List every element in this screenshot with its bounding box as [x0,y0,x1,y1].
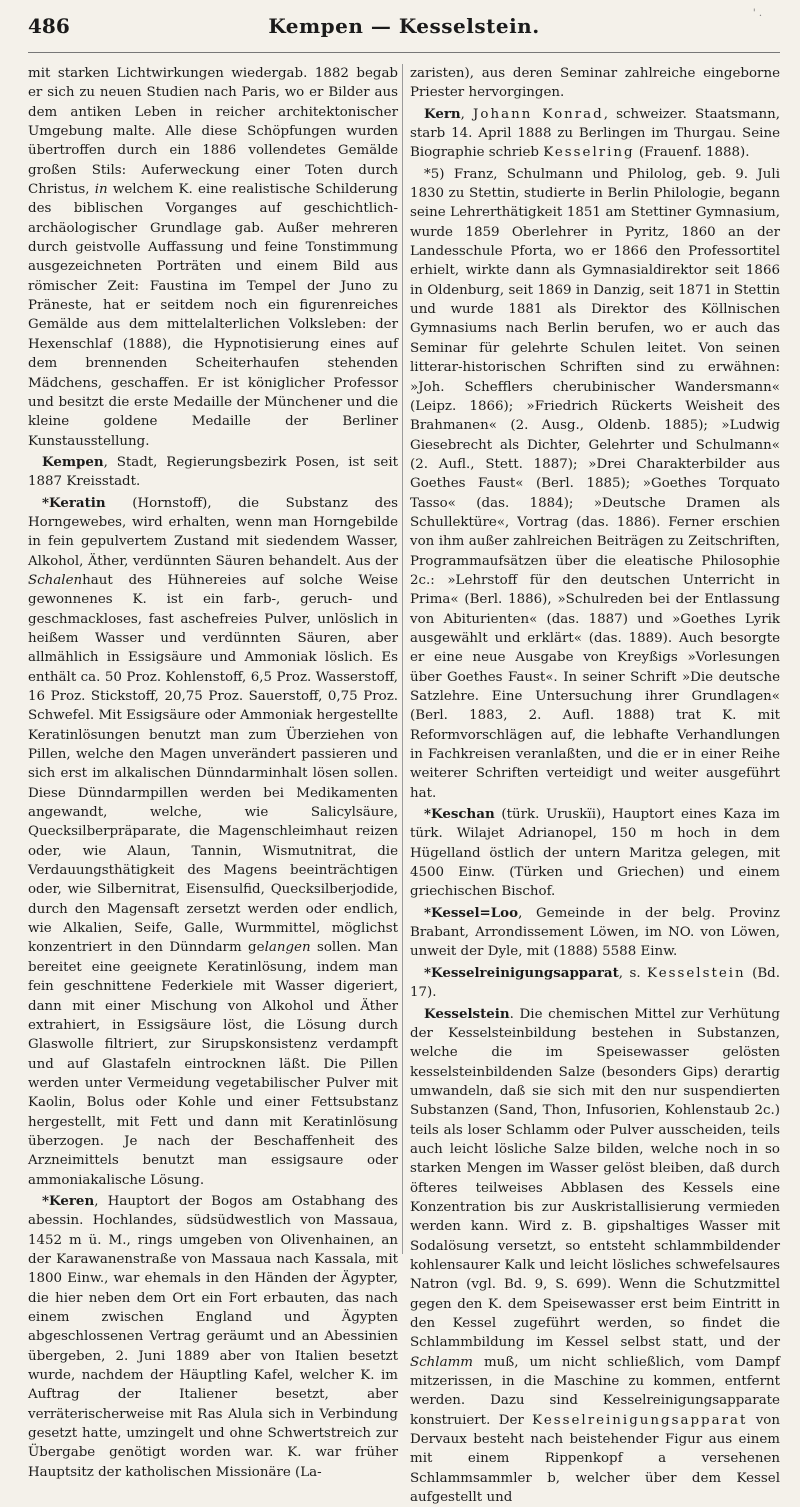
entry-kesselstein [410,1005,780,1507]
entry-text: in [95,182,108,197]
entry-keren [28,1192,398,1482]
entry-text: Kesselstein [647,966,746,981]
entry-text: (Bd. 17). [410,966,780,1000]
entry-text: , Gemeinde in der belg. Provinz Brabant, Arrondissement Löwen, im NO. von Löwen, unweit der Dyle, mit (1888) 5588 Einw. [410,906,780,960]
entry-text: Schalen [28,573,82,588]
entry-knoller_cont [28,64,398,451]
headword: Kern [424,106,461,122]
column-divider [402,64,403,1254]
headword: *Keren [42,1193,94,1209]
page-header [28,12,780,53]
entry-keschan [410,805,780,902]
entry-text: (Hornstoff), die Substanz des Horngewebes, wird erhalten, wenn man Horngebilde in fein gepulvertem Zustand mit siedendem Wasser, Alkohol, Äther, verdünnten Säuren behandelt. Aus der [28,496,398,569]
entry-text: (Frauenf. 1888). [635,145,750,160]
headword: Kesselstein [424,1006,510,1022]
entry-text: (türk. Uruskïi), Hauptort eines Kaza im türk. Wilajet Adrianopel, 150 m hoch in dem Hügelland östlich der untern Maritza gelegen, mit 4500 Einw. (Türken und Griechen) und einem griechischen Bischof. [410,807,780,899]
entry-text: , Stadt, Regierungsbezirk Posen, ist seit 1887 Kreisstadt. [28,455,398,489]
entry-keratin [28,494,398,1190]
entry-text: Kesselring [543,145,634,160]
entry-kern [410,105,780,163]
headword: *Kesselreinigungsapparat [424,965,619,981]
entry-text: muß, um nicht schließlich, vom Dampf mitzerissen, in die Maschine zu kommen, entfernt werden. Dazu sind Kesselreinigungsapparate konstruiert. Der [410,1355,780,1428]
entry-text: langen [265,940,311,955]
entry-kempen [28,453,398,492]
entry-kessel_loo [410,904,780,962]
headword: *Keratin [42,495,106,511]
headword: *Kessel=Loo [424,905,518,921]
running-title: Kempen — Kesselstein. [28,14,780,38]
entry-text: mit starken Lichtwirkungen wiedergab. 1882 begab er sich zu neuen Studien nach Paris, wo er Bilder aus dem antiken Leben in reicher architektonischer Umgebung malte. Alle diese Schöpfungen wurden übertroffen durch ein 1886 vollendetes Gemälde großen Stils: Auferweckung einer Toten durch Christus, [28,66,398,197]
right-column [410,64,780,1259]
entry-text: . Die chemischen Mittel zur Verhütung der Kesselsteinbildung bestehen in Substanzen, welche die im Speisewasser gelösten kesselsteinbildenden Salze (besonders Gips) derartig umwandeln, daß sie sich mit den nur suspendierten Substanzen (Sand, Thon, Infusorien, Kohlenstaub 2c.) teils als loser Schlamm oder Pulver ausscheiden, teils auch leicht lösliche Salze bilden, welche noch in so starken Mengen im Wasser gelöst bleiben, daß durch öfteres teilweises Abblasen des Kessels eine Konzentration bis zur Auskristallisierung vermieden werden kann. Wird z. B. gipshaltiges Wasser mit Sodalösung versetzt, so entsteht schlammbildender kohlensaurer Kalk und leicht lösliches schwefelsaures Natron (vgl. Bd. 9, S. 699). Wenn die Schutzmittel gegen den K. dem Speisewasser erst beim Eintritt in den Kessel zugeführt werden, so findet die Schlammbildung im Kessel selbst statt, und der [410,1007,780,1351]
entry-text: Kesselreinigungsapparat [532,1413,747,1428]
entry-text: Schlamm [410,1355,473,1370]
entry-kern_franz [410,165,780,803]
entry-text: *5) Franz, Schulmann und Philolog, geb. 9. Juli 1830 zu Stettin, studierte in Berlin Philologie, begann seine Lehrerthätigkeit 1851 am Stettiner Gymnasium, wurde 1859 Oberlehrer in Pyritz, 1860 an der Landesschule Pforta, wo er 1866 den Professortitel erhielt, wirkte dann als Gymnasialdirektor seit 1866 in Oldenburg, seit 1869 in Danzig, seit 1871 in Stettin und wurde 1881 als Direktor des Köllnischen Gymnasiums nach Berlin berufen, wo er auch das Seminar für gelehrte Schulen leitet. Von seinen litterar-historischen Schriften sind zu erwähnen: »Joh. Schefflers cherubinischer Wandersmann« (Leipz. 1866); »Friedrich Rückerts Weisheit des Brahmanen« (2. Ausg., Oldenb. 1885); »Ludwig Giesebrecht als Dichter, Gelehrter und Schulmann« (2. Aufl., Stett. 1887); »Drei Charakterbilder aus Goethes Faust« (Berl. 1885); »Goethes Torquato Tasso« (das. 1884); »Deutsche Dramen als Schullektüre«, Vortrag (das. 1886). Ferner erschien von ihm außer zahlreichen Beiträgen zu Zeitschriften, Programmaufsätzen über die eleatische Philosophie 2c.: »Lehrstoff für den deutschen Unterricht in Prima« (Berl. 1886), »Schulreden bei der Entlassung von Abiturienten« (das. 1887) und »Goethes Lyrik ausgewählt und erklärt« (das. 1889). Auch besorgte er eine neue Ausgabe von Kreyßigs »Vorlesungen über Goethes Faust«. In seiner Schrift »Die deutsche Satzlehre. Eine Untersuchung ihrer Grundlagen« (Berl. 1883, 2. Aufl. 1888) trat K. mit Reformvorschlägen auf, die lebhafte Verhandlungen in Fachkreisen veranlaßten, und die er in einer Reihe weiterer Schriften verteidigt und weiter ausgeführt hat. [410,167,780,801]
left-column [28,64,398,1259]
entry-text: zaristen), aus deren Seminar zahlreiche eingeborne Priester hervorgingen. [410,66,780,100]
entry-text: welchem K. eine realistische Schilderung des biblischen Vorganges auf geschichtlich-archäologischer Grundlage gab. Außer mehreren durch geistvolle Auffassung und feine Tonstimmung ausgezeichneten Porträten und einem Bild aus römischer Zeit: Faustina im Tempel der Juno zu Präneste, hat er seitdem noch ein figurenreiches Gemälde aus dem mittelalterlichen Volksleben: der Hexenschlaf (1888), die Hypnotisierung eines auf dem brennenden Scheiterhaufen stehenden Mädchens, geschaffen. Er ist königlicher Professor und besitzt die erste Medaille der Münchener und die kleine goldene Medaille der Berliner Kunstausstellung. [28,182,398,448]
entry-text: Johann Konrad [473,107,604,122]
headword: *Keschan [424,806,495,822]
headword: Kempen [42,454,104,470]
entry-text: sollen. Man bereitet eine geeignete Keratinlösung, indem man fein geschnittene Federkiele mit Wasser digeriert, dann mit einer Mischung von Alkohol und Äther extrahiert, in Essigsäure löst, die Lösung durch Glaswolle filtriert, zur Sirupskonsistenz verdampft und auf Glastafeln eintrocknen läßt. Die Pillen werden unter Vermeidung vegetabilischer Pulver mit Kaolin, Bolus oder Kohle und einer Fettsubstanz hergestellt, mit Fett und dann mit Keratinlösung überzogen. Je nach der Beschaffenheit des Arzneimittels benutzt man essigsaure oder ammoniakalische Lösung. [28,940,398,1187]
entry-text: haut des Hühnereies auf solche Weise gewonnenes K. ist ein farb-, geruch- und geschmackloses, fast aschefreies Pulver, unlöslich in heißem Wasser und verdünnten Säuren, aber allmählich in Essigsäure und Ammoniak löslich. Es enthält ca. 50 Proz. Kohlenstoff, 6,5 Proz. Wasserstoff, 16 Proz. Stickstoff, 20,75 Proz. Sauerstoff, 0,75 Proz. Schwefel. Mit Essigsäure oder Ammoniak hergestellte Keratinlösungen benutzt man zum Überziehen von Pillen, welche den Magen unverändert passieren und sich erst im alkalischen Dünndarminhalt lösen sollen. Diese Dünndarmpillen werden bei Medikamenten angewandt, welche, wie Salicylsäure, Quecksilberpräparate, die Magenschleimhaut reizen oder, wie Alaun, Tannin, Wismutnitrat, die Verdauungsthätigkeit des Magens beeinträchtigen oder, wie Silbernitrat, Eisensulfid, Quecksilberjodide, durch den Magensaft zersetzt werden oder endlich, wie Alkalien, Seife, Galle, Wurmmittel, möglichst konzentriert in den Dünndarm ge [28,573,398,956]
entry-text: , s. [619,966,647,981]
entry-text: von Dervaux besteht nach beistehender Figur aus einem mit einem Rippenkopf a versehenen Schlammsammler b, welcher über dem Kessel aufgestellt und [410,1413,780,1505]
page-number: 486 [28,14,70,38]
entry-text: , schweizer. Staatsmann, starb 14. April 1888 zu Berlingen im Thurgau. Seine Biographie schrieb [410,107,780,161]
corner-mark: ' . [753,8,762,19]
entry-keren_cont [410,64,780,103]
entry-text: , Hauptort der Bogos am Ostabhang des abessin. Hochlandes, südsüdwestlich von Massaua, 1452 m ü. M., rings umgeben von Olivenhainen, an der Karawanenstraße von Massaua nach Kassala, mit 1800 Einw., war ehemals in den Händen der Ägypter, die hier neben dem Ort ein Fort erbauten, das nach einem zwischen England und Ägypten abgeschlossenen Vertrag geräumt und an Abessinien übergeben, 2. Juni 1889 aber von Italien besetzt wurde, nachdem der Häuptling Kafel, welcher K. im Auftrag der Italiener besetzt, aber verräterischerweise mit Ras Alula sich in Verbindung gesetzt hatte, umzingelt und ohne Schwertstreich zur Übergabe genötigt worden war. K. war früher Hauptsitz der katholischen Missionäre (La- [28,1194,398,1480]
entry-kesselreinigungsapparat [410,964,780,1003]
entry-text: , [461,107,473,122]
